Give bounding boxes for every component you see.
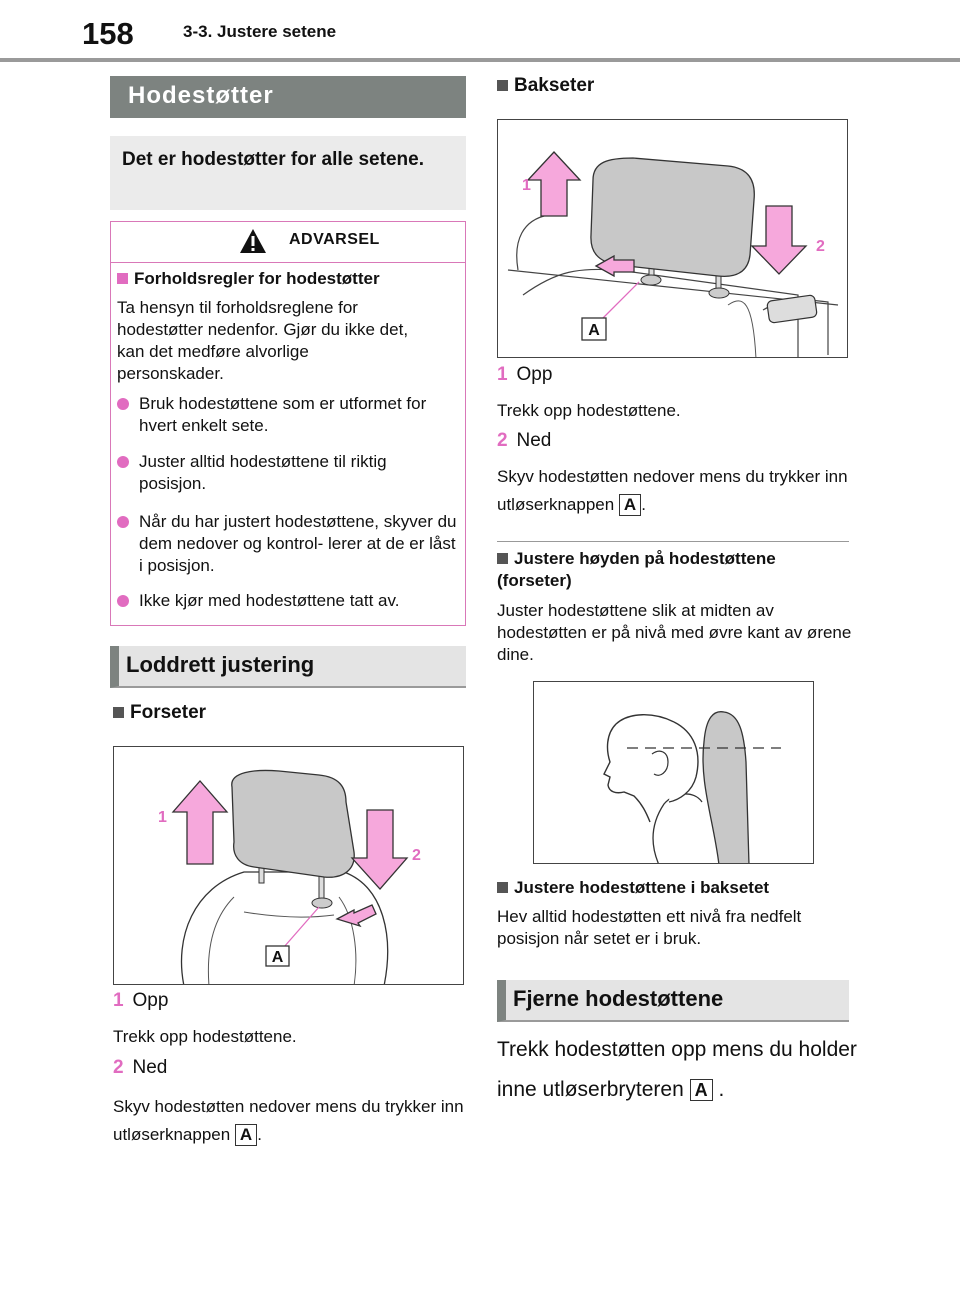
warning-bullet: Ikke kjør med hodestøttene tatt av. xyxy=(117,590,457,612)
rear-seats-heading: Bakseter xyxy=(497,75,594,97)
warning-triangle-icon xyxy=(239,228,267,254)
head-position-illustration xyxy=(534,682,814,864)
bullet-icon xyxy=(117,516,129,528)
rear-step-2-text: Skyv hodestøtten nedover mens du trykker inn utløserknappen A . xyxy=(497,467,848,514)
warning-box xyxy=(110,221,466,626)
front-seats-heading: Forseter xyxy=(113,702,206,724)
warning-bullet: Når du har justert hodestøttene, skyver du dem nedover og kontrol- lerer at de er låst i posisjon. xyxy=(117,511,457,577)
rear-step-1-text: Trekk opp hodestøttene. xyxy=(497,401,681,420)
header-divider xyxy=(0,58,960,62)
adjust-rear-text: Hev alltid hodestøtten ett nivå fra nedfelt posisjon når setet er i bruk. xyxy=(497,907,802,948)
remove-text: Trekk hodestøtten opp mens du holder inne utløserbryteren A . xyxy=(497,1038,857,1101)
square-bullet-icon xyxy=(497,882,508,893)
front-step-2-text: Skyv hodestøtten nedover mens du trykker inn utløserknappen A . xyxy=(113,1097,464,1144)
callout-a-ref: A xyxy=(619,494,641,516)
square-bullet-icon xyxy=(117,273,128,284)
warning-bullet: Bruk hodestøttene som er utformet for hvert enkelt sete. xyxy=(117,393,457,437)
adjust-front-heading: Justere høyden på hodestøttene (forseter) xyxy=(497,549,776,590)
callout-a-ref: A xyxy=(235,1124,257,1146)
square-bullet-icon xyxy=(497,80,508,91)
warning-bullet: Juster alltid hodestøttene til riktig posisjon. xyxy=(117,451,457,495)
adjust-rear-heading: Justere hodestøttene i baksetet xyxy=(497,877,852,899)
figure-callout-a: A xyxy=(271,949,284,966)
vertical-adjust-title: Loddrett justering xyxy=(110,646,466,688)
page-number: 158 xyxy=(82,16,134,51)
callout-a-ref: A xyxy=(690,1079,713,1101)
square-bullet-icon xyxy=(113,707,124,718)
bullet-icon xyxy=(117,456,129,468)
figure-label-1: 1 xyxy=(158,809,167,826)
figure-label-2: 2 xyxy=(816,238,825,255)
divider xyxy=(497,541,849,542)
warning-subheading: Forholdsregler for hodestøtter xyxy=(117,268,457,290)
rear-step-1: 1 Opp xyxy=(497,364,553,385)
headrests-intro: Det er hodestøtter for alle setene. xyxy=(110,136,466,210)
warning-title: ADVARSEL xyxy=(289,231,380,248)
warning-body: Ta hensyn til forholdsreglene for hodestøtter nedenfor. Gjør du ikke det, kan det medføre alvorlige personskader. xyxy=(117,298,409,383)
head-position-figure xyxy=(533,681,814,864)
front-step-1: 1 Opp xyxy=(113,990,169,1011)
front-headrest-figure xyxy=(113,746,464,985)
headrests-title: Hodestøtter xyxy=(110,76,466,118)
bullet-icon xyxy=(117,398,129,410)
front-step-2: 2 Ned xyxy=(113,1057,168,1078)
rear-headrest-figure xyxy=(497,119,848,358)
adjust-front-text: Juster hodestøttene slik at midten av hodestøtten er på nivå med øvre kant av ørene dine. xyxy=(497,601,852,664)
figure-callout-a: A xyxy=(588,322,600,339)
front-step-1-text: Trekk opp hodestøttene. xyxy=(113,1027,297,1046)
rear-headrest-illustration xyxy=(498,120,848,358)
square-bullet-icon xyxy=(497,553,508,564)
section-title: 3-3. Justere setene xyxy=(183,22,337,41)
warning-header xyxy=(111,222,465,263)
front-headrest-illustration xyxy=(114,747,464,985)
rear-step-2: 2 Ned xyxy=(497,430,552,451)
remove-headrests-title: Fjerne hodestøttene xyxy=(497,980,849,1022)
figure-label-1: 1 xyxy=(522,177,531,194)
figure-label-2: 2 xyxy=(412,847,421,864)
bullet-icon xyxy=(117,595,129,607)
